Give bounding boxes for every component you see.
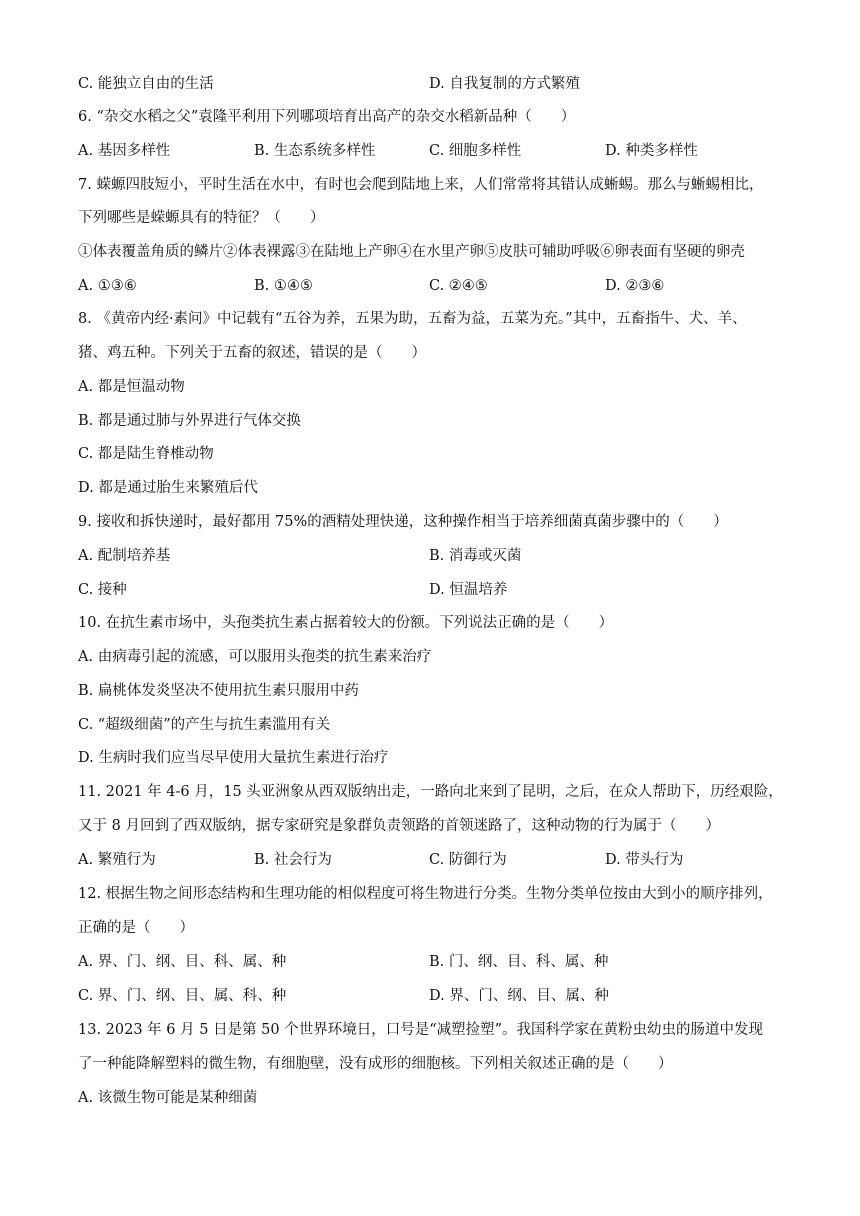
q8-option-c: C. 都是陆生脊椎动物 (78, 446, 214, 462)
question-12-stem-line1: 12. 根据生物之间形态结构和生理功能的相似程度可将生物进行分类。生物分类单位按由大到小的顺序排列， (78, 886, 773, 902)
q11-option-a: A. 繁殖行为 (78, 852, 156, 868)
question-11-stem-line2: 又于 8 月回到了西双版纳，据专家研究是象群负责领路的首领迷路了，这种动物的行为属于（ ） (78, 818, 720, 834)
option-c: C. 能独立自由的生活 (78, 76, 214, 92)
question-10-stem: 10. 在抗生素市场中，头孢类抗生素占据着较大的份额。下列说法正确的是（ ） (78, 615, 614, 631)
q6-option-c: C. 细胞多样性 (429, 143, 522, 159)
question-8-stem-line2: 猪、鸡五种。下列关于五畜的叙述，错误的是（ ） (78, 345, 426, 361)
q8-option-d: D. 都是通过胎生来繁殖后代 (78, 480, 258, 496)
q10-option-a: A. 由病毒引起的流感，可以服用头孢类的抗生素来治疗 (78, 649, 432, 665)
q8-option-a: A. 都是恒温动物 (78, 379, 185, 395)
question-9-stem: 9. 接收和拆快递时，最好都用 75%的酒精处理快递，这种操作相当于培养细菌真菌步骤中的（ ） (78, 514, 728, 530)
q9-option-a: A. 配制培养基 (78, 548, 171, 564)
question-13-stem-line1: 13. 2023 年 6 月 5 日是第 50 个世界环境日，口号是“减塑捡塑”。我国科学家在黄粉虫幼虫的肠道中发现 (78, 1022, 764, 1038)
q10-option-b: B. 扁桃体发炎坚决不使用抗生素只服用中药 (78, 683, 359, 699)
question-13-stem-line2: 了一种能降解塑料的微生物，有细胞壁，没有成形的细胞核。下列相关叙述正确的是（ ） (78, 1056, 673, 1072)
q8-option-b: B. 都是通过肺与外界进行气体交换 (78, 413, 301, 429)
q10-option-c: C. “超级细菌”的产生与抗生素滥用有关 (78, 717, 331, 733)
question-7-items: ①体表覆盖角质的鳞片②体表裸露③在陆地上产卵④在水里产卵⑤皮肤可辅助呼吸⑥卵表面有坚硬的卵壳 (78, 244, 745, 260)
q12-option-d: D. 界、门、纲、目、属、种 (429, 988, 609, 1004)
question-7-stem-line1: 7. 蝾螈四肢短小，平时生活在水中，有时也会爬到陆地上来，人们常常将其错认成蜥蜴。那么与蜥蜴相比， (78, 177, 764, 193)
q9-option-c: C. 接种 (78, 582, 127, 598)
option-d: D. 自我复制的方式繁殖 (429, 76, 580, 92)
q6-option-b: B. 生态系统多样性 (254, 143, 376, 159)
question-11-stem-line1: 11. 2021 年 4-6 月，15 头亚洲象从西双版纳出走，一路向北来到了昆明，之后，在众人帮助下，历经艰险， (78, 784, 783, 800)
q11-option-c: C. 防御行为 (429, 852, 507, 868)
q9-option-d: D. 恒温培养 (429, 582, 508, 598)
q12-option-c: C. 界、门、纲、目、属、科、种 (78, 988, 287, 1004)
q11-option-b: B. 社会行为 (254, 852, 332, 868)
q7-option-c: C. ②④⑤ (429, 278, 488, 294)
q7-option-b: B. ①④⑤ (254, 278, 313, 294)
question-12-stem-line2: 正确的是（ ） (78, 920, 194, 936)
q7-option-d: D. ②③⑥ (605, 278, 665, 294)
question-6-stem: 6. “杂交水稻之父”袁隆平利用下列哪项培育出高产的杂交水稻新品种（ ） (78, 109, 576, 125)
q11-option-d: D. 带头行为 (605, 852, 684, 868)
q10-option-d: D. 生病时我们应当尽早使用大量抗生素进行治疗 (78, 750, 389, 766)
question-8-stem-line1: 8. 《黄帝内经·素问》中记载有“五谷为养，五果为助，五畜为益，五菜为充。”其中，五畜指牛、犬、羊、 (78, 311, 747, 327)
q13-option-a: A. 该微生物可能是某种细菌 (78, 1090, 258, 1106)
q6-option-a: A. 基因多样性 (78, 143, 171, 159)
q7-option-a: A. ①③⑥ (78, 278, 137, 294)
q12-option-b: B. 门、纲、目、科、属、种 (429, 954, 609, 970)
q9-option-b: B. 消毒或灭菌 (429, 548, 522, 564)
question-7-stem-line2: 下列哪些是蝾螈具有的特征？（ ） (78, 210, 325, 226)
q12-option-a: A. 界、门、纲、目、科、属、种 (78, 954, 287, 970)
q6-option-d: D. 种类多样性 (605, 143, 698, 159)
